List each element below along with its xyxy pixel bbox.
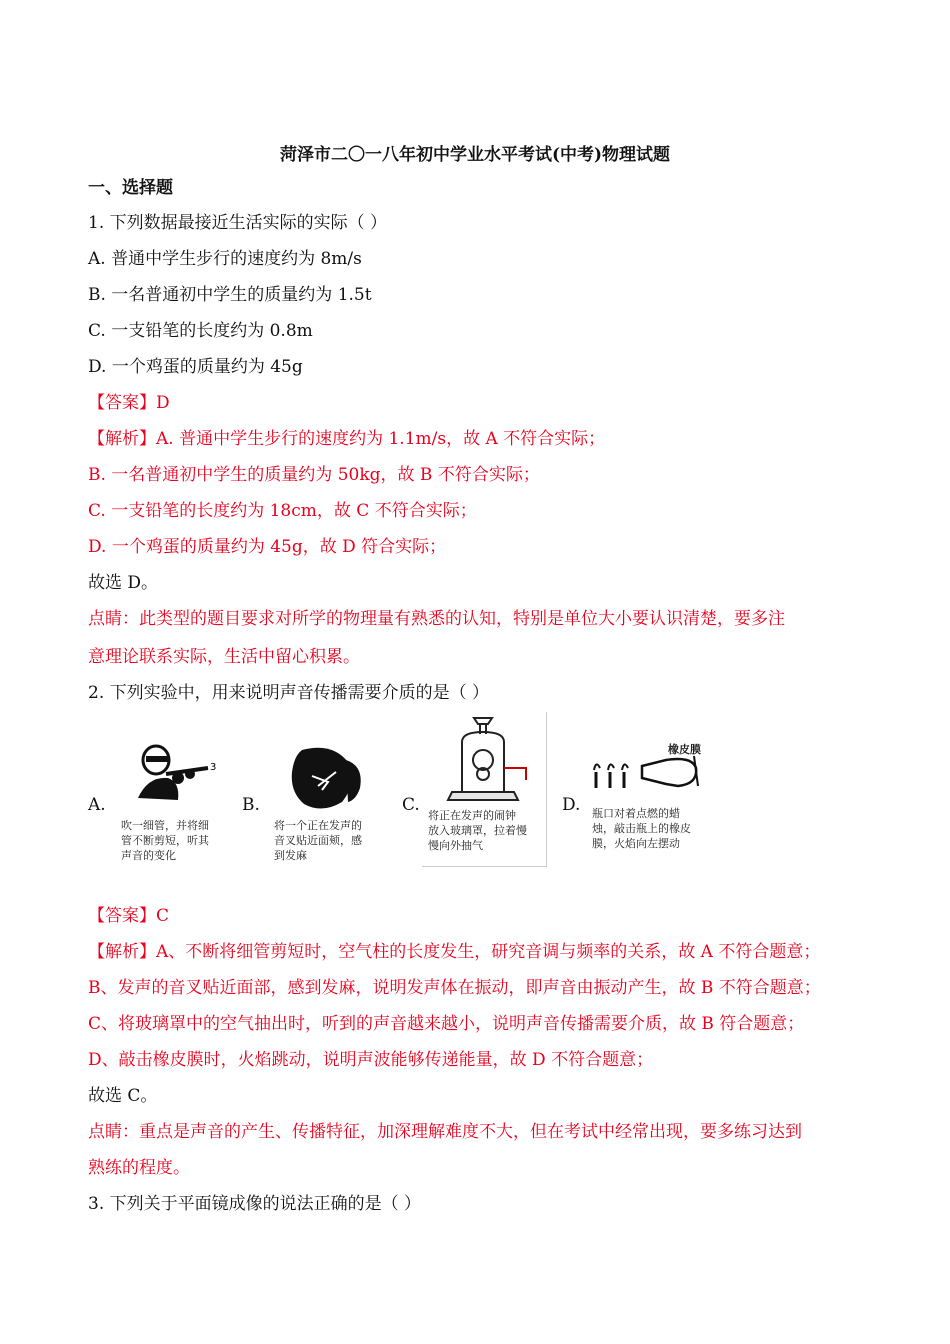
q1-choose: 故选 D。 bbox=[88, 573, 159, 593]
q2-option-c-label: C. bbox=[402, 795, 420, 815]
q1-stem: 1. 下列数据最接近生活实际的实际（ ） bbox=[88, 213, 388, 233]
q2-figure-b-caption: 将一个正在发声的 音叉贴近面颊，感 到发麻 bbox=[274, 819, 362, 862]
q1-answer: 【答案】D bbox=[88, 393, 170, 413]
q2-explanation-3: C、将玻璃罩中的空气抽出时，听到的声音越来越小，说明声音传播需要介质，故 B 符合题意； bbox=[88, 1014, 805, 1034]
q2-stem: 2. 下列实验中，用来说明声音传播需要介质的是（ ） bbox=[88, 683, 490, 703]
q1-explanation-2: B. 一名普通初中学生的质量约为 50kg，故 B 不符合实际； bbox=[88, 465, 540, 485]
q3-stem: 3. 下列关于平面镜成像的说法正确的是（ ） bbox=[88, 1194, 422, 1214]
q2-figure-b bbox=[272, 742, 372, 816]
section-heading: 一、选择题 bbox=[88, 178, 173, 198]
q2-explanation-2: B、发声的音叉贴近面部，感到发麻，说明发声体在振动，即声音由振动产生，故 B 不符合题意； bbox=[88, 978, 821, 998]
q1-option-a: A. 普通中学生步行的速度约为 8m/s bbox=[88, 249, 362, 269]
q1-explanation-4: D. 一个鸡蛋的质量约为 45g，故 D 符合实际； bbox=[88, 537, 447, 557]
q1-option-d: D. 一个鸡蛋的质量约为 45g bbox=[88, 357, 303, 377]
q1-explanation-3: C. 一支铅笔的长度约为 18cm，故 C 不符合实际； bbox=[88, 501, 477, 521]
q1-option-b: B. 一名普通初中学生的质量约为 1.5t bbox=[88, 285, 372, 305]
q2-figure-a bbox=[118, 738, 224, 818]
q2-figure-d-rubber-label: 橡皮膜 bbox=[668, 743, 701, 756]
q2-option-a-label: A. bbox=[88, 795, 106, 815]
q1-explanation-1: 【解析】A. 普通中学生步行的速度约为 1.1m/s，故 A 不符合实际； bbox=[88, 429, 606, 449]
q2-figure-c-caption: 将正在发声的闹钟 放入玻璃罩，拉着慢 慢向外抽气 bbox=[428, 809, 527, 852]
q1-tip-1: 点睛：此类型的题目要求对所学的物理量有熟悉的认知，特别是单位大小要认识清楚，要多注 bbox=[88, 609, 785, 629]
page-title: 菏泽市二〇一八年初中学业水平考试(中考)物理试题 bbox=[279, 145, 671, 165]
q2-tip-2: 熟练的程度。 bbox=[88, 1158, 190, 1178]
svg-text:3: 3 bbox=[210, 762, 217, 773]
q2-figure-d-caption: 瓶口对着点燃的蜡 烛，敲击瓶上的橡皮 膜，火焰向左摆动 bbox=[592, 807, 691, 850]
q1-option-c: C. 一支铅笔的长度约为 0.8m bbox=[88, 321, 313, 341]
q2-option-b-label: B. bbox=[242, 795, 260, 815]
q2-explanation-1: 【解析】A、不断将细管剪短时，空气柱的长度发生，研究音调与频率的关系，故 A 不符合题意； bbox=[88, 942, 821, 962]
q2-option-d-label: D. bbox=[562, 795, 581, 815]
q2-explanation-4: D、敲击橡皮膜时，火焰跳动，说明声波能够传递能量，故 D 不符合题意； bbox=[88, 1050, 654, 1070]
q2-tip-1: 点睛：重点是声音的产生、传播特征，加深理解难度不大，但在考试中经常出现，要多练习达到 bbox=[88, 1122, 802, 1142]
q1-tip-2: 意理论联系实际，生活中留心积累。 bbox=[88, 647, 360, 667]
q2-answer: 【答案】C bbox=[88, 906, 170, 926]
q2-choose: 故选 C。 bbox=[88, 1086, 158, 1106]
q2-figure-a-caption: 吹一细管，并将细 管不断剪短，听其 声音的变化 bbox=[121, 819, 209, 862]
